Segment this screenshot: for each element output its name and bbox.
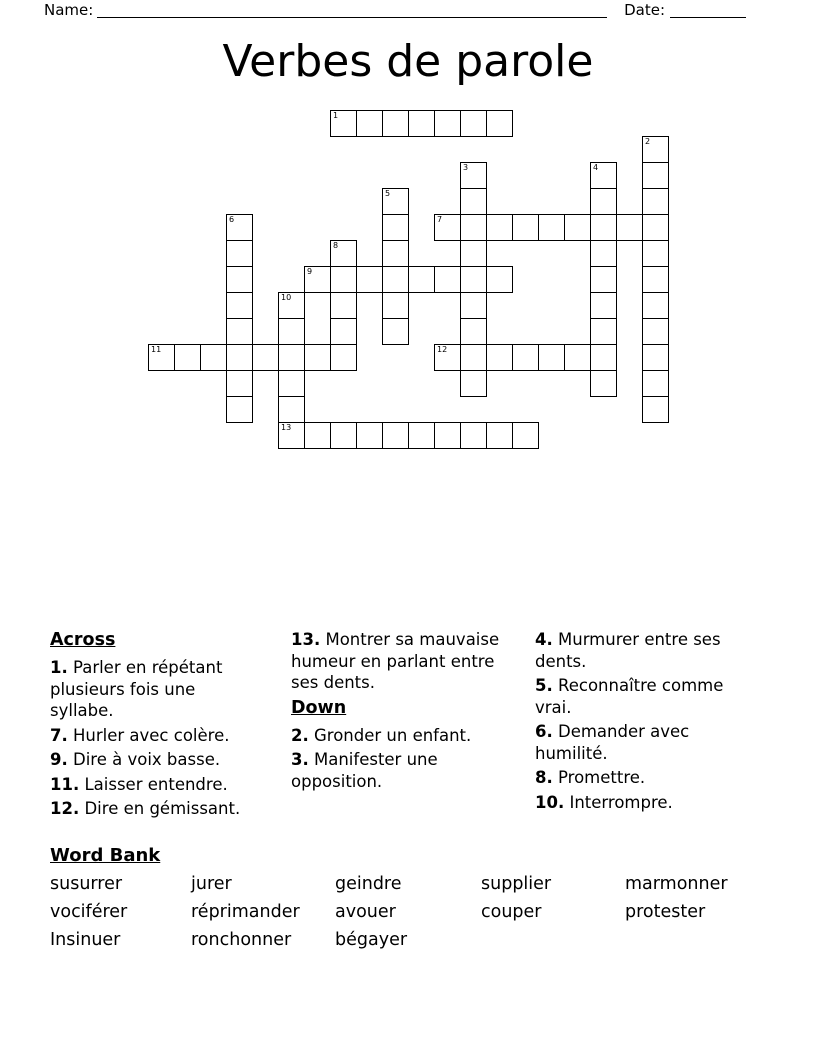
clue-text: Montrer sa mauvaise humeur en parlant entre ses dents. xyxy=(291,630,500,692)
crossword-cell[interactable] xyxy=(226,214,253,241)
clue-number: 11. xyxy=(50,774,80,794)
crossword-cell[interactable] xyxy=(434,344,461,371)
crossword-cell[interactable] xyxy=(486,344,513,371)
clue-item xyxy=(535,767,747,789)
clue-item xyxy=(535,792,747,814)
clues-column-1 xyxy=(50,629,258,823)
crossword-cell[interactable] xyxy=(616,214,643,241)
crossword-cell[interactable] xyxy=(330,240,357,267)
clue-item xyxy=(535,675,747,718)
crossword-cell[interactable] xyxy=(460,162,487,189)
clue-text: Reconnaître comme vrai. xyxy=(535,676,724,717)
word-bank-heading: Word Bank xyxy=(50,845,161,866)
cell-number: 6 xyxy=(229,215,235,224)
word-bank-word: ronchonner xyxy=(191,930,292,950)
clue-item xyxy=(50,749,258,771)
crossword-cell[interactable] xyxy=(304,266,331,293)
word-bank-empty xyxy=(481,930,625,950)
cell-number: 5 xyxy=(385,189,391,198)
word-bank-word: vociférer xyxy=(50,902,128,922)
clue-number: 3. xyxy=(291,750,309,769)
crossword-cell[interactable] xyxy=(330,110,357,137)
crossword-cell[interactable] xyxy=(226,292,253,319)
crossword-cell[interactable] xyxy=(434,266,461,293)
crossword-cell[interactable] xyxy=(226,396,253,423)
word-bank-word: réprimander xyxy=(191,902,300,922)
word-bank-word: geindre xyxy=(335,874,402,894)
word-bank-grid xyxy=(50,874,766,950)
clue-number: 4. xyxy=(535,630,553,649)
crossword-cell[interactable] xyxy=(330,266,357,293)
word-bank-word: jurer xyxy=(191,874,232,894)
clue-text: Gronder un enfant. xyxy=(308,725,472,745)
word-bank-word: bégayer xyxy=(335,930,408,950)
crossword-cell[interactable] xyxy=(564,344,591,371)
crossword-cell[interactable] xyxy=(512,344,539,371)
crossword-cell[interactable] xyxy=(200,344,227,371)
clue-number: 8. xyxy=(535,768,553,787)
clue-item xyxy=(50,725,258,747)
clues-across-heading: Across xyxy=(50,630,116,650)
clues-section xyxy=(0,629,816,839)
crossword-cell[interactable] xyxy=(148,344,175,371)
crossword-cell[interactable] xyxy=(642,240,669,267)
crossword-cell[interactable] xyxy=(538,344,565,371)
clue-text: Murmurer entre ses dents. xyxy=(535,630,721,671)
crossword-cell[interactable] xyxy=(304,422,331,449)
crossword-cell[interactable] xyxy=(356,266,383,293)
crossword-cell[interactable] xyxy=(278,370,305,397)
crossword-cell[interactable] xyxy=(304,344,331,371)
clue-text: Promettre. xyxy=(552,768,646,787)
crossword-cell[interactable] xyxy=(174,344,201,371)
crossword-cell[interactable] xyxy=(382,110,409,137)
clue-item xyxy=(50,798,258,820)
clues-column-3 xyxy=(535,629,747,816)
crossword-cell[interactable] xyxy=(382,188,409,215)
crossword-cell[interactable] xyxy=(512,214,539,241)
crossword-cell[interactable] xyxy=(434,422,461,449)
crossword-cell[interactable] xyxy=(226,318,253,345)
crossword-cell[interactable] xyxy=(460,188,487,215)
crossword-cell[interactable] xyxy=(408,266,435,293)
crossword-cell[interactable] xyxy=(590,162,617,189)
clue-item xyxy=(291,725,515,747)
crossword-cell[interactable] xyxy=(356,110,383,137)
crossword-cell[interactable] xyxy=(564,214,591,241)
crossword-cell[interactable] xyxy=(460,240,487,267)
clue-number: 1. xyxy=(50,658,68,677)
date-label: Date: xyxy=(624,1,665,19)
cell-number: 4 xyxy=(593,163,599,172)
crossword-cell[interactable] xyxy=(278,396,305,423)
word-bank-empty xyxy=(625,930,766,950)
crossword-cell[interactable] xyxy=(486,422,513,449)
crossword-cell[interactable] xyxy=(460,110,487,137)
crossword-cell[interactable] xyxy=(460,214,487,241)
name-label: Name: xyxy=(44,1,94,19)
clue-text: Dire à voix basse. xyxy=(67,750,221,769)
clue-number: 13. xyxy=(291,630,321,649)
crossword-cell[interactable] xyxy=(460,292,487,319)
crossword-cell[interactable] xyxy=(278,318,305,345)
crossword-cell[interactable] xyxy=(486,214,513,241)
crossword-cell[interactable] xyxy=(590,214,617,241)
clue-item xyxy=(291,749,515,792)
crossword-cell[interactable] xyxy=(382,318,409,345)
crossword-cell[interactable] xyxy=(642,136,669,163)
crossword-cell[interactable] xyxy=(460,422,487,449)
clue-number: 5. xyxy=(535,676,553,695)
word-bank-word: avouer xyxy=(335,902,396,922)
crossword-cell[interactable] xyxy=(590,344,617,371)
clue-text: Laisser entendre. xyxy=(79,774,228,794)
cell-number: 13 xyxy=(281,423,292,432)
crossword-cell[interactable] xyxy=(460,344,487,371)
crossword-cell[interactable] xyxy=(382,214,409,241)
crossword-cell[interactable] xyxy=(408,110,435,137)
crossword-cell[interactable] xyxy=(382,266,409,293)
crossword-cell[interactable] xyxy=(330,422,357,449)
cell-number: 2 xyxy=(645,137,651,146)
clue-item xyxy=(50,657,258,722)
cell-number: 3 xyxy=(463,163,469,172)
crossword-cell[interactable] xyxy=(486,266,513,293)
clue-text: Manifester une opposition. xyxy=(291,750,438,791)
clue-item xyxy=(535,629,747,672)
clue-text: Hurler avec colère. xyxy=(67,725,230,745)
word-bank-word: couper xyxy=(481,902,542,922)
clue-number: 10. xyxy=(535,792,565,812)
crossword-cell[interactable] xyxy=(590,370,617,397)
crossword-cell[interactable] xyxy=(590,266,617,293)
clue-number: 7. xyxy=(50,725,68,745)
crossword-cell[interactable] xyxy=(278,344,305,371)
crossword-cell[interactable] xyxy=(330,344,357,371)
clue-number: 9. xyxy=(50,750,68,769)
crossword-cell[interactable] xyxy=(226,240,253,267)
crossword-cell[interactable] xyxy=(590,240,617,267)
clue-item xyxy=(50,774,258,796)
crossword-cell[interactable] xyxy=(226,266,253,293)
crossword-cell[interactable] xyxy=(226,370,253,397)
crossword-cell[interactable] xyxy=(330,292,357,319)
crossword-cell[interactable] xyxy=(330,318,357,345)
crossword-cell[interactable] xyxy=(408,422,435,449)
cell-number: 12 xyxy=(437,345,448,354)
crossword-cell[interactable] xyxy=(642,370,669,397)
clue-text: Demander avec humilité. xyxy=(535,722,690,763)
crossword-cell[interactable] xyxy=(460,370,487,397)
word-bank-word: susurrer xyxy=(50,874,123,894)
crossword-cell[interactable] xyxy=(642,188,669,215)
clue-item xyxy=(535,721,747,764)
word-bank-word: Insinuer xyxy=(50,930,121,950)
clue-number: 2. xyxy=(291,725,309,745)
crossword-cell[interactable] xyxy=(434,110,461,137)
crossword-cell[interactable] xyxy=(226,344,253,371)
crossword-cell[interactable] xyxy=(642,214,669,241)
crossword-cell[interactable] xyxy=(590,292,617,319)
crossword-cell[interactable] xyxy=(460,318,487,345)
clues-down-heading: Down xyxy=(291,697,347,718)
crossword-cell[interactable] xyxy=(642,292,669,319)
cell-number: 1 xyxy=(333,111,339,120)
crossword-cell[interactable] xyxy=(434,214,461,241)
crossword-cell[interactable] xyxy=(252,344,279,371)
crossword-cell[interactable] xyxy=(278,292,305,319)
clue-text: Dire en gémissant. xyxy=(79,799,241,818)
crossword-cell[interactable] xyxy=(642,266,669,293)
crossword-cell[interactable] xyxy=(642,162,669,189)
crossword-cell[interactable] xyxy=(460,266,487,293)
clue-text: Parler en répétant plusieurs fois une syllabe. xyxy=(50,658,223,720)
crossword-cell[interactable] xyxy=(278,422,305,449)
cell-number: 7 xyxy=(437,215,443,224)
word-bank-word: supplier xyxy=(481,874,552,894)
crossword-cell[interactable] xyxy=(382,292,409,319)
crossword-cell[interactable] xyxy=(512,422,539,449)
crossword-cell[interactable] xyxy=(642,344,669,371)
crossword-cell[interactable] xyxy=(382,422,409,449)
crossword-cell[interactable] xyxy=(538,214,565,241)
clue-number: 12. xyxy=(50,799,80,818)
crossword-cell[interactable] xyxy=(356,422,383,449)
cell-number: 8 xyxy=(333,241,339,250)
clue-text: Interrompre. xyxy=(564,792,673,812)
clue-number: 6. xyxy=(535,722,553,741)
crossword-cell[interactable] xyxy=(642,396,669,423)
crossword-cell[interactable] xyxy=(590,188,617,215)
crossword-cell[interactable] xyxy=(486,110,513,137)
cell-number: 9 xyxy=(307,267,313,276)
crossword-cell[interactable] xyxy=(590,318,617,345)
crossword-cell[interactable] xyxy=(642,318,669,345)
word-bank-word: marmonner xyxy=(625,874,728,894)
cell-number: 10 xyxy=(281,293,292,302)
cell-number: 11 xyxy=(151,345,162,354)
word-bank-word: protester xyxy=(625,902,706,922)
clues-column-2 xyxy=(291,629,515,795)
crossword-cell[interactable] xyxy=(382,240,409,267)
clue-item xyxy=(291,629,515,694)
page-title: Verbes de parole xyxy=(222,36,594,87)
